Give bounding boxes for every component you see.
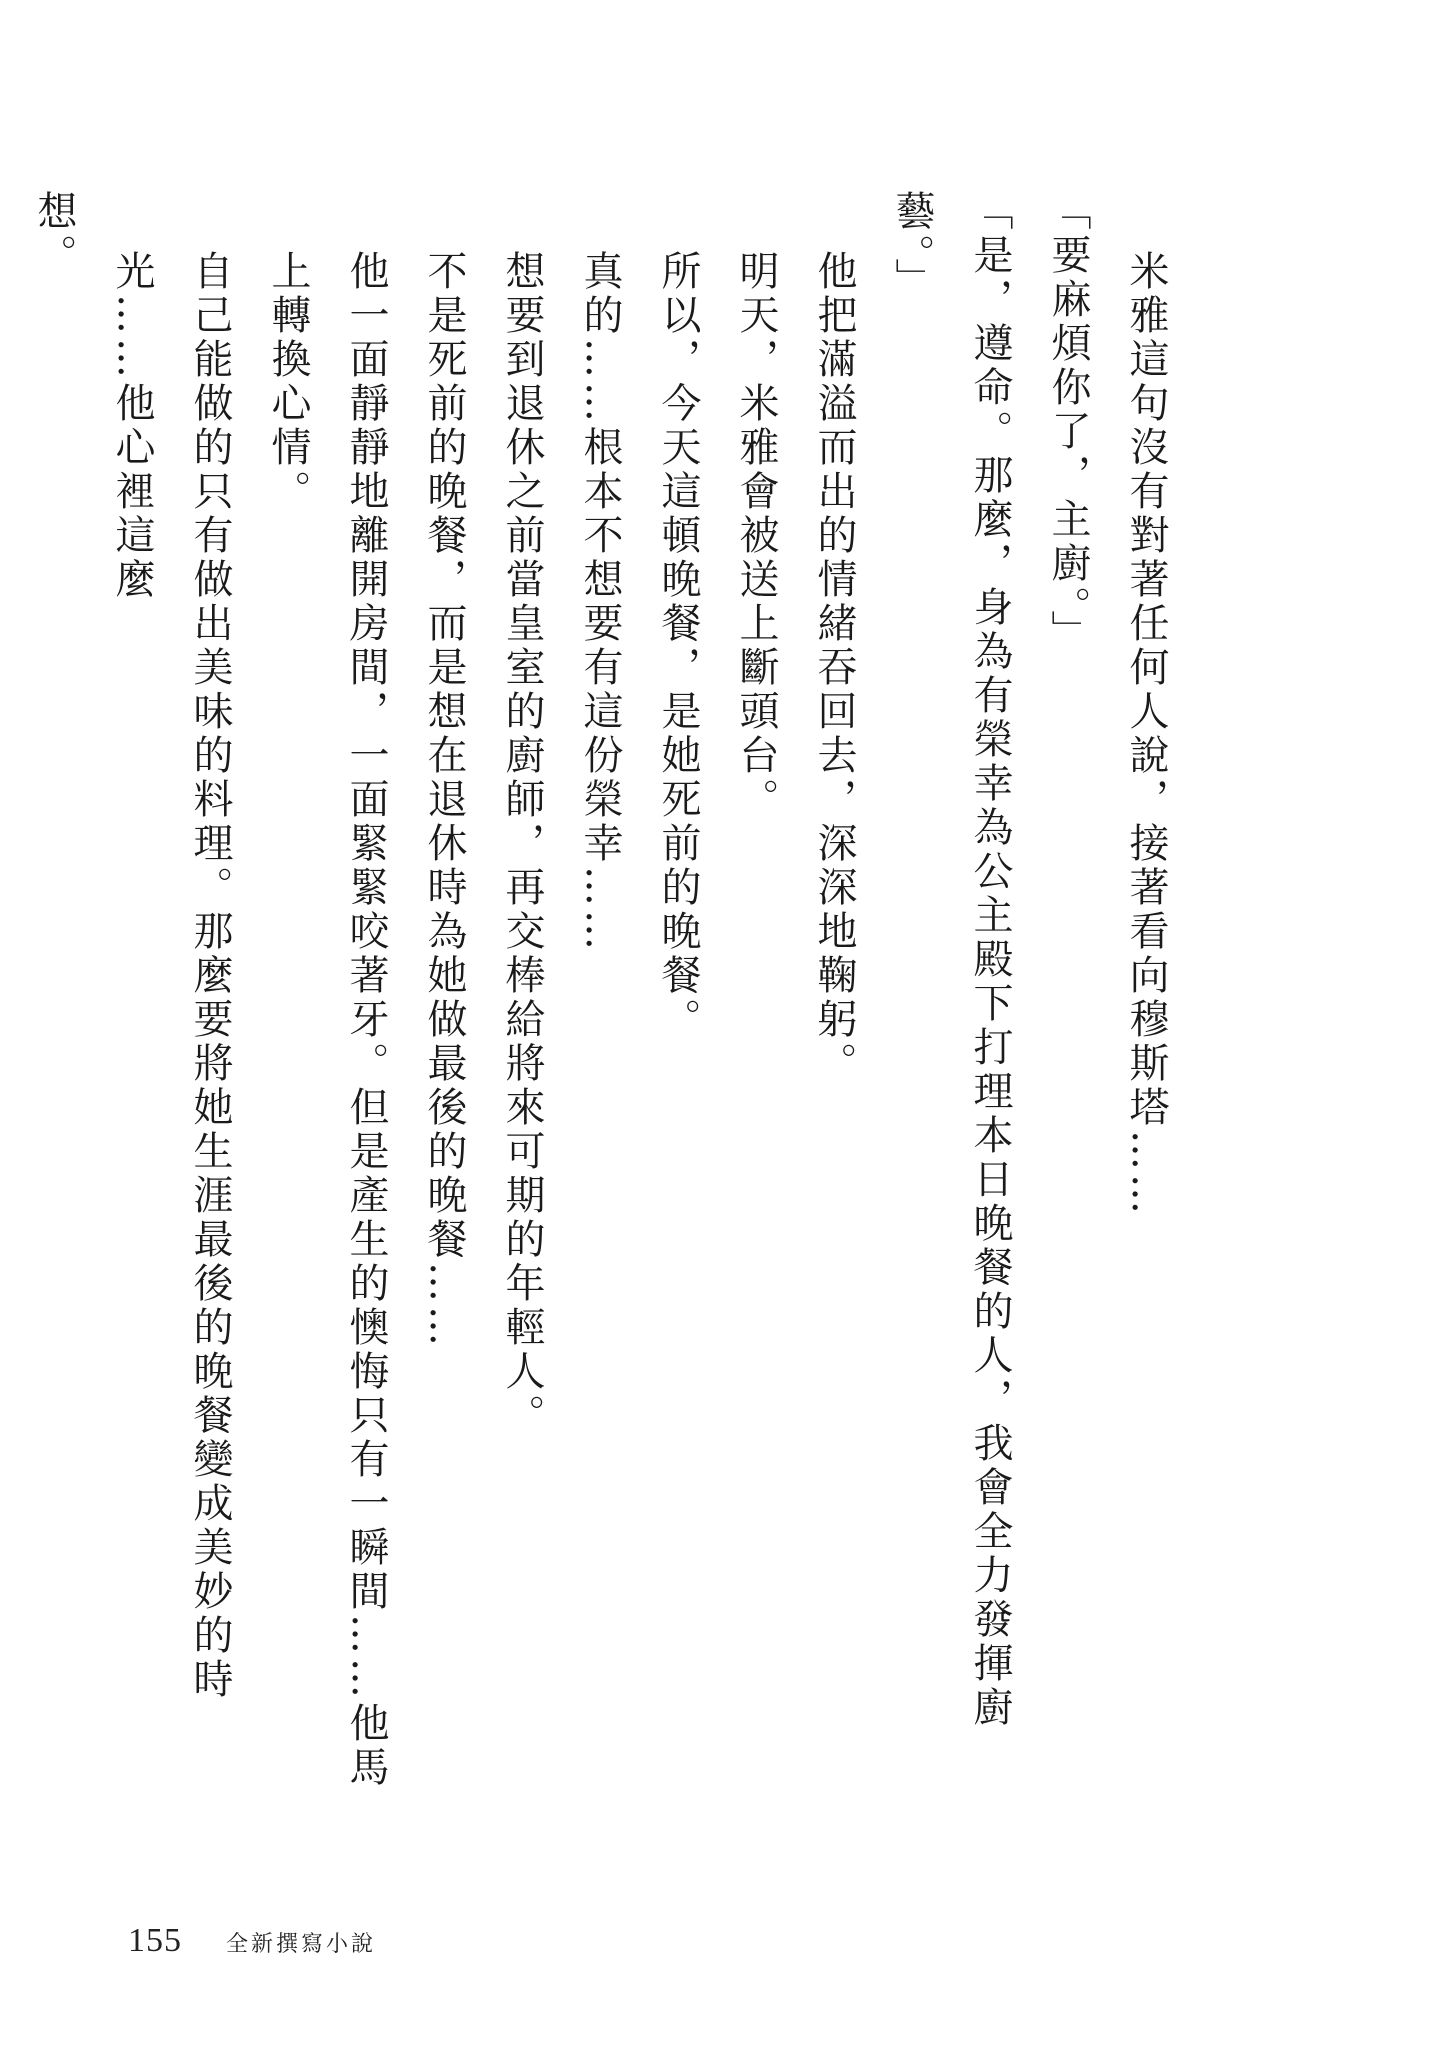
vertical-text-body [0, 190, 1185, 1810]
text-line [0, 190, 15, 1810]
text-line: 所以，今天這頓晚餐，是她死前的晚餐。 [655, 250, 701, 1042]
text-line: 他一面靜靜地離開房間，一面緊緊咬著牙。但是產生的懊悔只有一瞬間……他馬上轉換心情。 [265, 250, 389, 1790]
page-footer [128, 1922, 376, 1972]
text-line: 自己能做的只有做出美味的料理。那麼要將她生涯最後的晚餐變成美妙的時光……他心裡這麼 [109, 250, 233, 1702]
text-line: 「要麻煩你了，主廚。」 [1045, 190, 1091, 654]
text-line: 想。 [31, 190, 77, 278]
book-title: 全新撰寫小說 [226, 1932, 377, 1957]
text-line: 米雅這句沒有對著任何人說，接著看向穆斯塔…… [1123, 250, 1169, 1218]
text-line: 真的……根本不想要有這份榮幸…… [577, 250, 623, 954]
page-number: 155 [128, 1922, 182, 1959]
text-line: 想要到退休之前當皇室的廚師，再交棒給將來可期的年輕人。 [499, 250, 545, 1438]
text-line: 「是，遵命。那麼，身為有榮幸為公主殿下打理本日晚餐的人，我會全力發揮廚藝。」 [889, 190, 1013, 1730]
text-line: 不是死前的晚餐，而是想在退休時為她做最後的晚餐…… [421, 250, 467, 1350]
text-line: 他把滿溢而出的情緒吞回去，深深地鞠躬。 [811, 250, 857, 1086]
text-line: 明天，米雅會被送上斷頭台。 [733, 250, 779, 822]
